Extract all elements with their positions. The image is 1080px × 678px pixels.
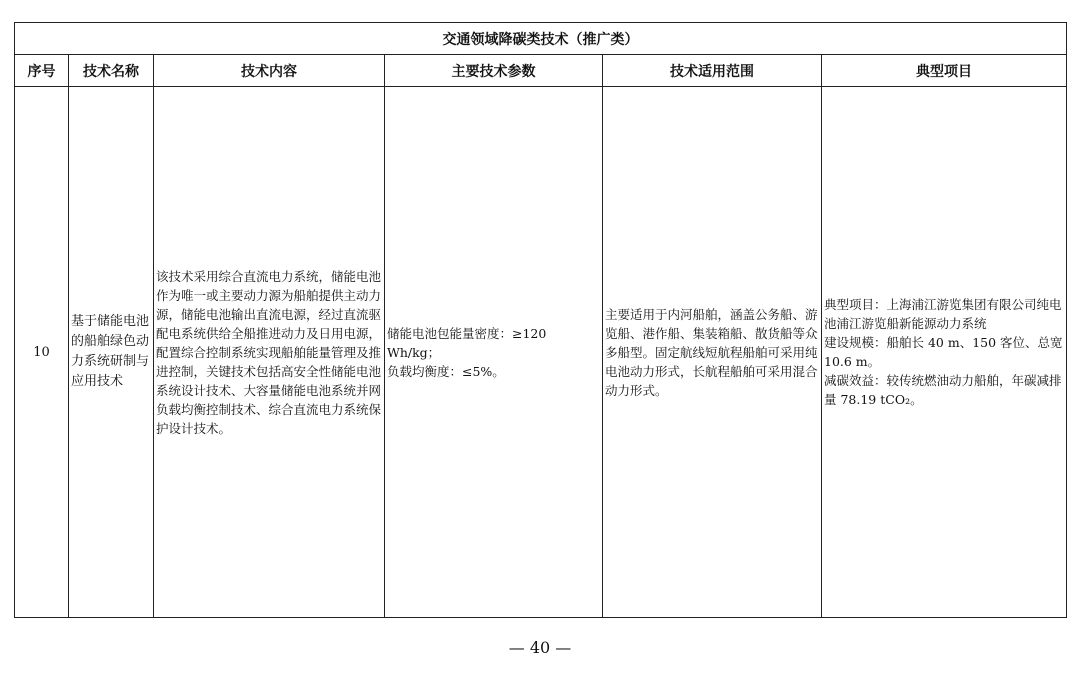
cell-num: 10 — [15, 87, 69, 618]
header-project: 典型项目 — [822, 55, 1067, 87]
project-scale: 建设规模：船舶长 40 m、150 客位、总宽 10.6 m。 — [824, 335, 1063, 369]
header-params: 主要技术参数 — [385, 55, 603, 87]
table-row — [15, 87, 1067, 618]
cell-params — [385, 87, 603, 618]
tech-table — [14, 22, 1067, 618]
table-title: 交通领域降碳类技术（推广类） — [15, 23, 1067, 55]
cell-name: 基于储能电池的船舶绿色动力系统研制与应用技术 — [69, 87, 154, 618]
cell-content: 该技术采用综合直流电力系统，储能电池作为唯一或主要动力源为船舶提供主动力源，储能电池输出直流电源，经过直流驱配电系统供给全船推进动力及日用电源，配置综合控制系统实现船舶能量管理及推进控制，关键技术包括高安全性储能电池系统设计技术、大容量储能电池系统并网负载均衡控制技术、综合直流电力系统保护设计技术。 — [154, 87, 385, 618]
param-load-balance: 负载均衡度：≤5%。 — [387, 363, 505, 379]
cell-project — [822, 87, 1067, 618]
cell-scope: 主要适用于内河船舶，涵盖公务船、游览船、港作船、集装箱船、散货船等众多船型。固定航线短航程船舶可采用纯电池动力形式，长航程船舶可采用混合动力形式。 — [603, 87, 822, 618]
header-content: 技术内容 — [154, 55, 385, 87]
project-benefit: 减碳效益：较传统燃油动力船舶，年碳减排量 78.19 tCO₂。 — [824, 373, 1062, 407]
header-name: 技术名称 — [69, 55, 154, 87]
page-number: — 40 — — [508, 638, 572, 657]
header-scope: 技术适用范围 — [603, 55, 822, 87]
param-energy-density: 储能电池包能量密度：≥120 Wh/kg； — [387, 325, 547, 360]
project-name: 典型项目：上海浦江游览集团有限公司纯电池浦江游览船新能源动力系统 — [824, 297, 1062, 331]
header-num: 序号 — [15, 55, 69, 87]
